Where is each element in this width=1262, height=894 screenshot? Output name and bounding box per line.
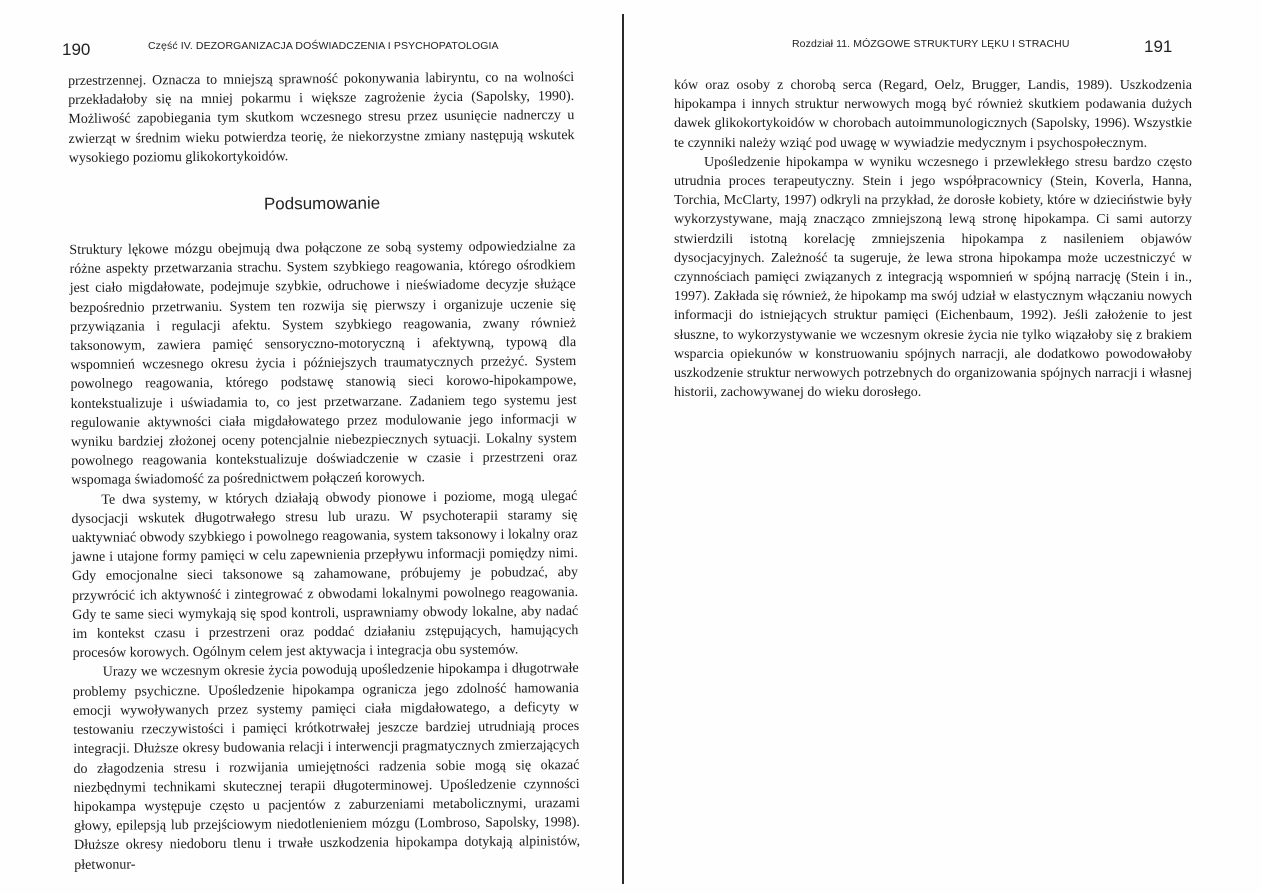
running-head: Rozdział 11. MÓZGOWE STRUKTURY LĘKU I STRACHU (792, 38, 1070, 50)
page-number: 190 (62, 40, 91, 59)
left-page (0, 0, 620, 894)
paragraph: przestrzennej. Oznacza to mniejszą sprawność pokonywania labiryntu, co na wolności przekładałoby się na mniej pokarmu i większe zagrożenie życia (Sapolsky, 1990). Możliwość zapobiegania tym skutkom wczesnego stresu przez usunięcie nadnerczy u zwierząt w średnim wieku potwierdza teorię, że niekorzystne zmiany następują wskutek wysokiego poziomu glikokortykoidów. (68, 70, 575, 166)
right-page (626, 0, 1262, 894)
paragraph: Upośledzenie hipokampa w wyniku wczesnego i przewlekłego stresu bardzo często utrudnia proces terapeutyczny. Stein i jego współpracownicy (Stein, Koverla, Hanna, Torchia, McClarty, 1997) odkryli na przykład, że dorosłe kobiety, które w dzieciństwie były wykorzystywane, mają znacząco zmniejszoną lewą stronę hipokampa. Ci sami autorzy stwierdzili istotną korelację zmniejszenia hipokampa z nasileniem objawów dysocjacyjnych. Zależność ta sugeruje, że lewa strona hipokampa może uczestniczyć w czynnościach pamięci związanych z integracją wspomnień w spójną narrację (Stein i in., 1997). Zakłada się również, że hipokamp ma swój udział w elastycznym włączaniu nowych informacji do istniejących struktur pamięci (Eichenbaum, 1992). Jeśli założenie to jest słuszne, to wykorzystywanie we wczesnym okresie życia nie tylko wiązałoby się z brakiem wsparcia opiekunów w konstruowaniu spójnych narracji, ale dodatkowo powodowałoby uszkodzenie struktur nerwowych potrzebnych do organizowania spójnych narracji i własnej historii, zachowywanej do wieku dorosłego. (674, 154, 1192, 401)
paragraph: Urazy we wczesnym okresie życia powodują upośledzenie hipokampa i długotrwałe problemy psychiczne. Upośledzenie hipokampa ogranicza jego zdolność hamowania emocji wywoływanych przez systemy pamięci ciała migdałowatego, a deficyty w testowaniu rzeczywistości i pamięci krótkotrwałej jeszcze bardziej utrudniają proces integracji. Dłuższe okresy budowania relacji i interwencji pragmatycznych zmierzających do złagodzenia stresu i rozwijania umiejętności radzenia sobie mogą się okazać niezbędnymi technikami skutecznej terapii długoterminowej. Upośledzenie czynności hipokampa występuje często u pacjentów z zaburzeniami metabolicznymi, urazami głowy, epilepsją lub przejściowym niedotlenieniem mózgu (Lombroso, Sapolsky, 1998). Dłuższe okresy niedoboru tlenu i trwałe uszkodzenia hipokampa dotykają alpinistów, płetwonur- (72, 661, 581, 873)
right-page-body (674, 76, 1192, 402)
paragraph: ków oraz osoby z chorobą serca (Regard, Oelz, Brugger, Landis, 1989). Uszkodzenia hipokampa i innych struktur nerwowych mogą być również skutkiem podawania dużych dawek glikokortykoidów w chorobach autoimmunologicznych (Sapolsky, 1996). Wszystkie te czynniki należy wziąć pod uwagę w wywiadzie medycznym i psychospołecznym. (674, 78, 1192, 151)
page-gutter-divider (622, 14, 624, 884)
paragraph: Struktury lękowe mózgu obejmują dwa połączone ze sobą systemy odpowiedzialne za różne aspekty przetwarzania strachu. System szybkiego reagowania, którego ośrodkiem jest ciało migdałowate, podejmuje szybkie, odruchowe i nieświadome decyzje służące bezpośrednio przetrwaniu. System ten rozwija się pierwszy i organizuje uczenie się przywiązania i regulacji afektu. System szybkiego reagowania, zwany również taksonowym, zawiera pamięć sensoryczno-motoryczną i afektywną, typową dla wspomnień wczesnego okresu życia i późniejszych traumatycznych przeżyć. System powolnego reagowania, którego podstawę stanowią sieci korowo-hipokampowe, kontekstualizuje i uświadamia to, co jest przetwarzane. Zadaniem tego systemu jest regulowanie aktywności ciała migdałowatego przez modulowanie jego informacji w wyniku bardziej złożonej oceny potencjalnie niebezpiecznych sytuacji. Lokalny system powolnego reagowania kontekstualizuje doświadczenie w czasie i przestrzeni oraz wspomaga świadomość za pośrednictwem połączeń korowych. (69, 239, 578, 489)
section-heading: Podsumowanie (263, 193, 381, 214)
page-number: 191 (1144, 37, 1173, 56)
running-head: Część IV. DEZORGANIZACJA DOŚWIADCZENIA I PSYCHOPATOLOGIA (148, 40, 499, 52)
paragraph: Te dwa systemy, w których działają obwody pionowe i poziome, mogą ulegać dysocjacji wskutek długotrwałego stresu lub urazu. W psychoterapii staramy się uaktywniać obwody szybkiego i powolnego reagowania, system taksonowy i lokalny oraz jawne i utajone formy pamięci w celu zapewnienia przepływu informacji pomiędzy nimi. Gdy emocjonalne sieci taksonowe są zahamowane, próbujemy je pobudzać, aby przywrócić ich aktywność i zintegrować z obwodami lokalnymi powolnego reagowania. Gdy te same sieci wymykają się spod kontroli, usprawniamy obwody lokalne, aby nadać im kontekst czasu i przestrzeni oraz poddać działaniu zstępujących, hamujących procesów korowych. Ogólnym celem jest aktywacja i integracja obu systemów. (71, 488, 579, 662)
left-page-body (68, 68, 580, 875)
